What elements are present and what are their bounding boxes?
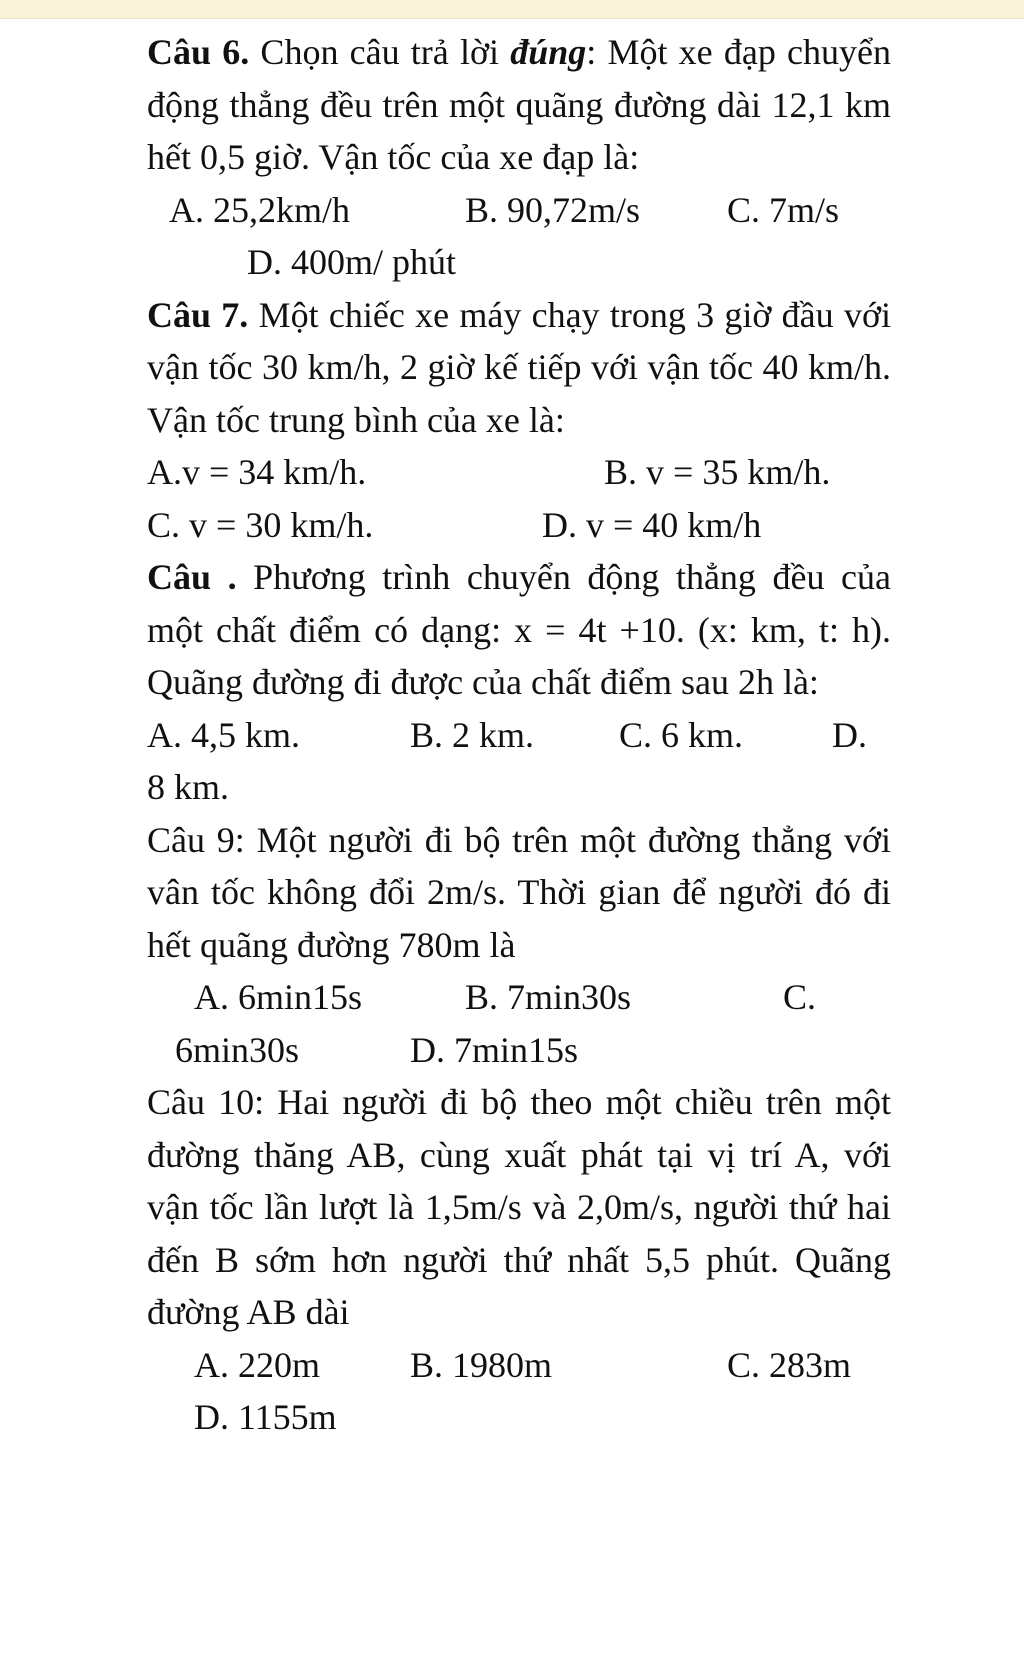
- question-8-option-d-value[interactable]: 8 km.: [147, 767, 230, 807]
- question-7-option-c[interactable]: C. v = 30 km/h.: [147, 504, 374, 545]
- question-6-options-row-2: [147, 236, 891, 289]
- question-8-options-row-1: [147, 709, 891, 762]
- question-8-option-c[interactable]: C. 6 km.: [619, 714, 744, 755]
- question-7-body: Một chiếc xe máy chạy trong 3 giờ đầu với vận tốc 30 km/h, 2 giờ kế tiếp với vận tốc 40 km/h. Vận tốc trung bình của xe là:: [147, 294, 891, 440]
- question-8-text: [147, 551, 891, 709]
- question-8-option-d-label[interactable]: D.: [832, 714, 867, 755]
- question-9-text: Câu 9: Một người đi bộ trên một đường thẳng với vân tốc không đổi 2m/s. Thời gian để người đó đi hết quãng đường 780m là: [147, 819, 891, 965]
- question-10-option-d[interactable]: D. 1155m: [194, 1397, 337, 1437]
- question-6-emphasis: đúng: [510, 32, 587, 72]
- question-6-label: Câu 6.: [147, 32, 250, 72]
- question-10-text: Câu 10: Hai người đi bộ theo một chiều trên một đường thăng AB, cùng xuất phát tại vị trí A, với vận tốc lần lượt là 1,5m/s và 2,0m/s, người thứ hai đến B sớm hơn người thứ nhất 5,5 phút. Quãng đường AB dài: [147, 1082, 891, 1332]
- question-6-text: [147, 26, 891, 184]
- question-8-body: Phương trình chuyển động thẳng đều của một chất điểm có dạng: x = 4t +10. (x: km, t: h). Quãng đường đi được của chất điểm sau 2h là:: [147, 557, 891, 702]
- question-10-option-b[interactable]: B. 1980m: [410, 1344, 553, 1385]
- question-8-options-row-2: [147, 761, 891, 814]
- question-10-option-a[interactable]: A. 220m: [194, 1344, 320, 1385]
- question-7-options-row-2: [147, 499, 891, 552]
- question-9-options-row-1: [147, 971, 891, 1024]
- question-6-prefix: Chọn câu trả lời: [249, 32, 511, 72]
- question-7-option-b[interactable]: B. v = 35 km/h.: [604, 452, 831, 492]
- question-10-options-row-2: [147, 1391, 891, 1444]
- question-6-option-b[interactable]: B. 90,72m/s: [465, 189, 641, 230]
- question-7-text: [147, 289, 891, 447]
- top-strip: [0, 0, 1024, 19]
- question-7-option-a[interactable]: A.v = 34 km/h.: [147, 452, 367, 492]
- question-9-option-c-label[interactable]: C.: [783, 977, 817, 1017]
- question-7-option-d[interactable]: D. v = 40 km/h: [542, 504, 762, 545]
- question-9-option-a[interactable]: A. 6min15s: [194, 977, 363, 1017]
- question-8-option-b[interactable]: B. 2 km.: [410, 714, 535, 755]
- question-6-option-c[interactable]: C. 7m/s: [727, 189, 840, 230]
- question-9-option-c-value[interactable]: 6min30s: [175, 1029, 300, 1070]
- question-9-option-d[interactable]: D. 7min15s: [410, 1029, 579, 1070]
- question-8-label: Câu .: [147, 557, 237, 597]
- question-6-option-d[interactable]: D. 400m/ phút: [247, 242, 457, 282]
- question-7-options-row-1: [147, 446, 891, 499]
- question-8-option-a[interactable]: A. 4,5 km.: [147, 714, 300, 755]
- document-page: [147, 26, 891, 1444]
- question-6-option-a[interactable]: A. 25,2km/h: [169, 189, 351, 230]
- question-6-options-row-1: [147, 184, 891, 237]
- question-9-options-row-2: [147, 1024, 891, 1077]
- question-9-option-b[interactable]: B. 7min30s: [465, 977, 632, 1017]
- question-6-body: : Một xe đạp chuyển động thẳng đều trên một quãng đường dài 12,1 km hết 0,5 giờ. Vận tốc của xe đạp là:: [147, 32, 891, 177]
- question-10-option-c[interactable]: C. 283m: [727, 1344, 852, 1385]
- question-7-label: Câu 7.: [147, 294, 249, 335]
- question-10-options-row-1: [147, 1339, 891, 1392]
